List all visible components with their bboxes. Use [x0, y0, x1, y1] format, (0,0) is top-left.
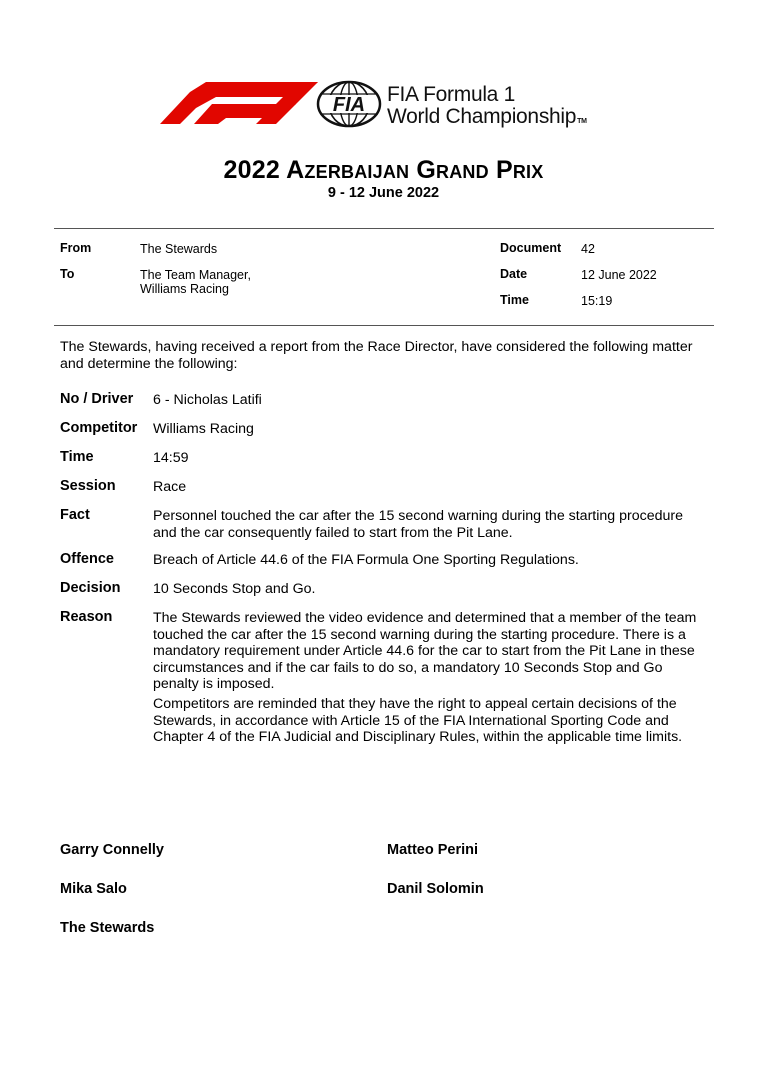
- to-value-line-1: The Team Manager,: [140, 268, 251, 282]
- logo-line-1: FIA Formula 1: [387, 83, 515, 106]
- stewards-footer: The Stewards: [60, 920, 155, 936]
- fia-logo-text: FIA: [332, 94, 366, 116]
- document-value: 42: [581, 242, 595, 256]
- fact-label: Fact: [60, 507, 90, 523]
- steward-matteo-perini: Matteo Perini: [387, 842, 479, 858]
- session-value: Race: [153, 479, 187, 495]
- header-rule-top: [54, 228, 714, 229]
- fact-value: Personnel touched the car after the 15 second warning during the starting procedure and the car consequently failed to start from the Pit Lane.: [153, 508, 684, 541]
- driver-value: 6 - Nicholas Latifi: [153, 392, 262, 408]
- from-label: From: [60, 241, 92, 255]
- time-field-value: 14:59: [153, 450, 189, 466]
- to-value-line-2: Williams Racing: [140, 282, 229, 296]
- to-label: To: [60, 267, 75, 281]
- date-value: 12 June 2022: [581, 268, 657, 282]
- reason-paragraph-2: Competitors are reminded that they have the right to appeal certain decisions of the Stewards, in accordance with Article 15 of the FIA International Sporting Code and Chapter 4 of the FIA Judicial and Disciplinary Rules, within the applicable time limits.: [153, 696, 683, 746]
- reason-label: Reason: [60, 609, 113, 625]
- reason-paragraph-1: The Stewards reviewed the video evidence and determined that a member of the team touched the car after the 15 second warning during the starting procedure. There is a mandatory requirement under Article 44.6 for the car to start from the Pit Lane in these circumstances and if the car fails to do so, a mandatory 10 Seconds Stop and Go penalty is imposed.: [153, 610, 697, 693]
- time-field-label: Time: [60, 449, 94, 465]
- steward-garry-connelly: Garry Connelly: [60, 842, 164, 858]
- steward-mika-salo: Mika Salo: [60, 881, 127, 897]
- competitor-label: Competitor: [60, 420, 138, 436]
- steward-danil-solomin: Danil Solomin: [387, 881, 484, 897]
- document-label: Document: [500, 241, 562, 255]
- logo-line-2: [387, 106, 587, 133]
- offence-label: Offence: [60, 551, 114, 567]
- time-value: 15:19: [581, 294, 613, 308]
- decision-value: 10 Seconds Stop and Go.: [153, 581, 316, 597]
- fia-globe-icon: [316, 80, 382, 128]
- from-value: The Stewards: [140, 242, 218, 256]
- date-label: Date: [500, 267, 528, 281]
- event-dates: 9 - 12 June 2022: [327, 185, 440, 201]
- offence-value: Breach of Article 44.6 of the FIA Formula One Sporting Regulations.: [153, 552, 579, 568]
- f1-logo-icon: [160, 82, 318, 124]
- header-rule-bottom: [54, 325, 714, 326]
- competitor-value: Williams Racing: [153, 421, 254, 437]
- page-title: 2022 Azerbaijan Grand Prix: [223, 156, 544, 184]
- trademark-mark: TM: [577, 118, 587, 125]
- session-label: Session: [60, 478, 116, 494]
- intro-paragraph: The Stewards, having received a report from the Race Director, have considered the following matter and determine the following:: [60, 339, 693, 372]
- logo-line-2-text: World Championship: [387, 105, 577, 128]
- driver-label: No / Driver: [60, 391, 134, 407]
- decision-label: Decision: [60, 580, 121, 596]
- time-label: Time: [500, 293, 529, 307]
